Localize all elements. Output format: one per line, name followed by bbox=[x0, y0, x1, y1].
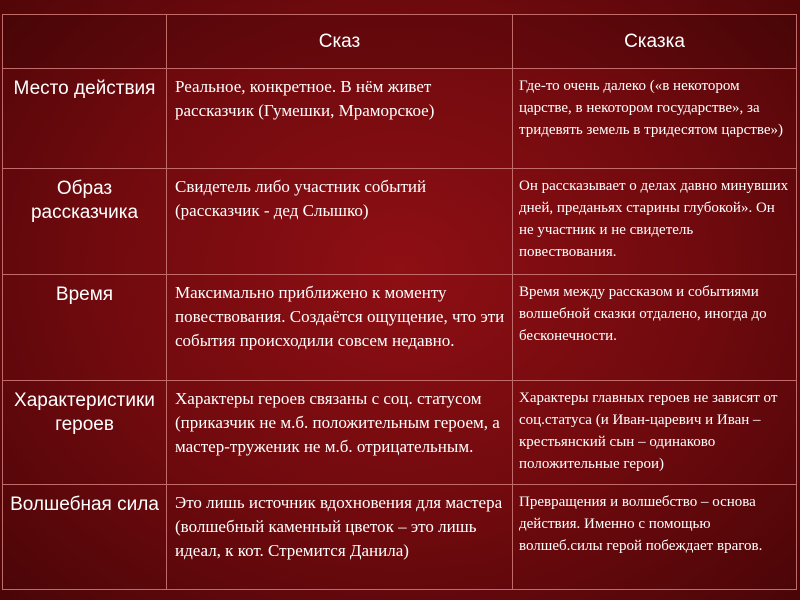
table-row bbox=[3, 381, 797, 485]
row-label: Место действия bbox=[3, 69, 167, 169]
skazka-cell: Характеры главных героев не зависят от соц.статуса (и Иван-царевич и Иван – крестьянский сын – одинаково положительные герои) bbox=[513, 381, 797, 485]
skaz-cell: Характеры героев связаны с соц. статусом (приказчик не м.б. положительным героем, а мастер-труженик не м.б. отрицательным. bbox=[167, 381, 513, 485]
row-label: Характеристики героев bbox=[3, 381, 167, 485]
skaz-cell: Свидетель либо участник событий (рассказчик - дед Слышко) bbox=[167, 169, 513, 275]
row-label: Волшебная сила bbox=[3, 485, 167, 590]
row-label: Образ рассказчика bbox=[3, 169, 167, 275]
header-skazka: Сказка bbox=[513, 15, 797, 69]
skazka-cell: Где-то очень далеко («в некотором царстве, в некотором государстве», за тридевять земель в тридесятом царстве») bbox=[513, 69, 797, 169]
skaz-cell: Это лишь источник вдохновения для мастера (волшебный каменный цветок – это лишь идеал, к кот. Стремится Данила) bbox=[167, 485, 513, 590]
row-label: Время bbox=[3, 275, 167, 381]
skaz-cell: Максимально приближено к моменту повествования. Создаётся ощущение, что эти события происходили совсем недавно. bbox=[167, 275, 513, 381]
skazka-cell: Превращения и волшебство – основа действия. Именно с помощью волшеб.силы герой побеждает врагов. bbox=[513, 485, 797, 590]
skaz-cell: Реальное, конкретное. В нём живет рассказчик (Гумешки, Мраморское) bbox=[167, 69, 513, 169]
header-empty bbox=[3, 15, 167, 69]
header-row bbox=[3, 15, 797, 69]
table-row bbox=[3, 275, 797, 381]
comparison-table bbox=[2, 14, 797, 590]
header-skaz: Сказ bbox=[167, 15, 513, 69]
table-row bbox=[3, 485, 797, 590]
skazka-cell: Время между рассказом и событиями волшебной сказки отдалено, иногда до бесконечности. bbox=[513, 275, 797, 381]
table-row bbox=[3, 69, 797, 169]
table-row bbox=[3, 169, 797, 275]
skazka-cell: Он рассказывает о делах давно минувших дней, преданьях старины глубокой». Он не участник и не свидетель повествования. bbox=[513, 169, 797, 275]
